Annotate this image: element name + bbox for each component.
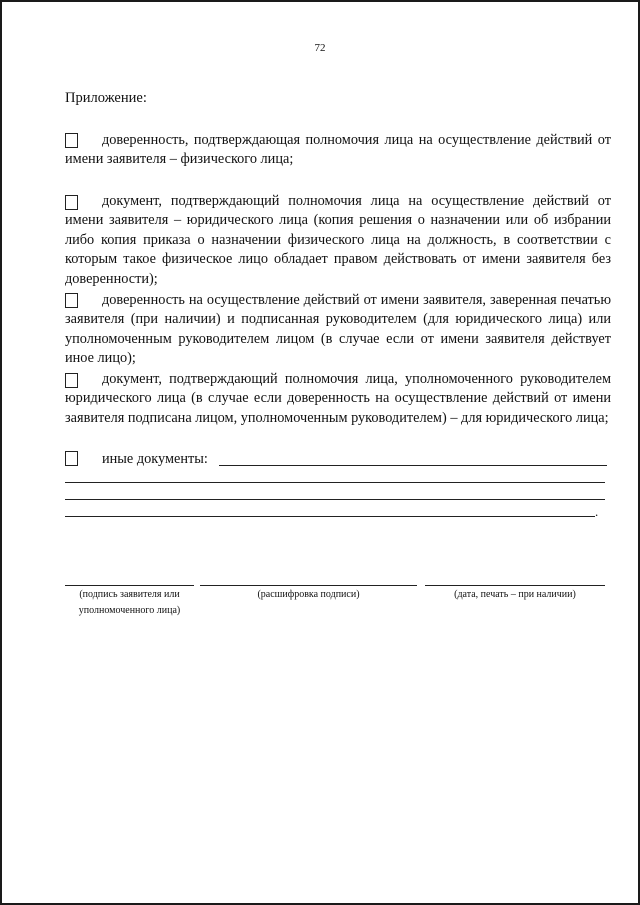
other-documents-input-line[interactable] [65,499,605,500]
signature-transcript-line[interactable] [200,585,417,586]
list-item [65,131,611,170]
attachments-heading: Приложение: [65,90,147,106]
list-end-mark: . [595,504,599,519]
applicant-signature-caption: (подпись заявителя или уполномоченного лица) [78,589,181,616]
page-number: 72 [314,42,326,54]
item-text: доверенность, подтверждающая полномочия лица на осуществление действий от имени заявителя – физического лица; [65,132,611,168]
item-text: документ, подтверждающий полномочия лица на осуществление действий от имени заявителя – юридического лица (копия решения о назначении или об избрании либо копия приказа о назначении физического лица на должность, в соответствии с которым такое физическое лицо обладает правом действовать от имени заявителя без доверенности); [65,193,611,287]
checkbox-other-documents[interactable] [65,451,78,466]
other-documents-input-line[interactable] [65,482,605,483]
other-documents-input-line[interactable] [65,516,595,517]
applicant-signature-line[interactable] [65,585,194,586]
other-documents-label: иные документы: [102,451,208,467]
list-item [65,192,611,289]
date-stamp-caption: (дата, печать – при наличии) [454,589,576,600]
list-item [65,291,611,369]
list-item [65,370,611,428]
signature-transcript-caption: (расшифровка подписи) [257,589,360,600]
item-text: документ, подтверждающий полномочия лица, уполномоченного руководителем юридического лица (в случае если доверенность на осуществление действий от имени заявителя подписана лицом, уполномоченным руководителем) – для юридического лица; [65,371,611,426]
date-stamp-line[interactable] [425,585,605,586]
other-documents-input-line[interactable] [219,465,607,466]
item-text: доверенность на осуществление действий от имени заявителя, заверенная печатью заявителя (при наличии) и подписанная руководителем (для юридического лица) или уполномоченным руководителем лицом (в случае если от имени заявителя действует иное лицо); [65,292,611,367]
